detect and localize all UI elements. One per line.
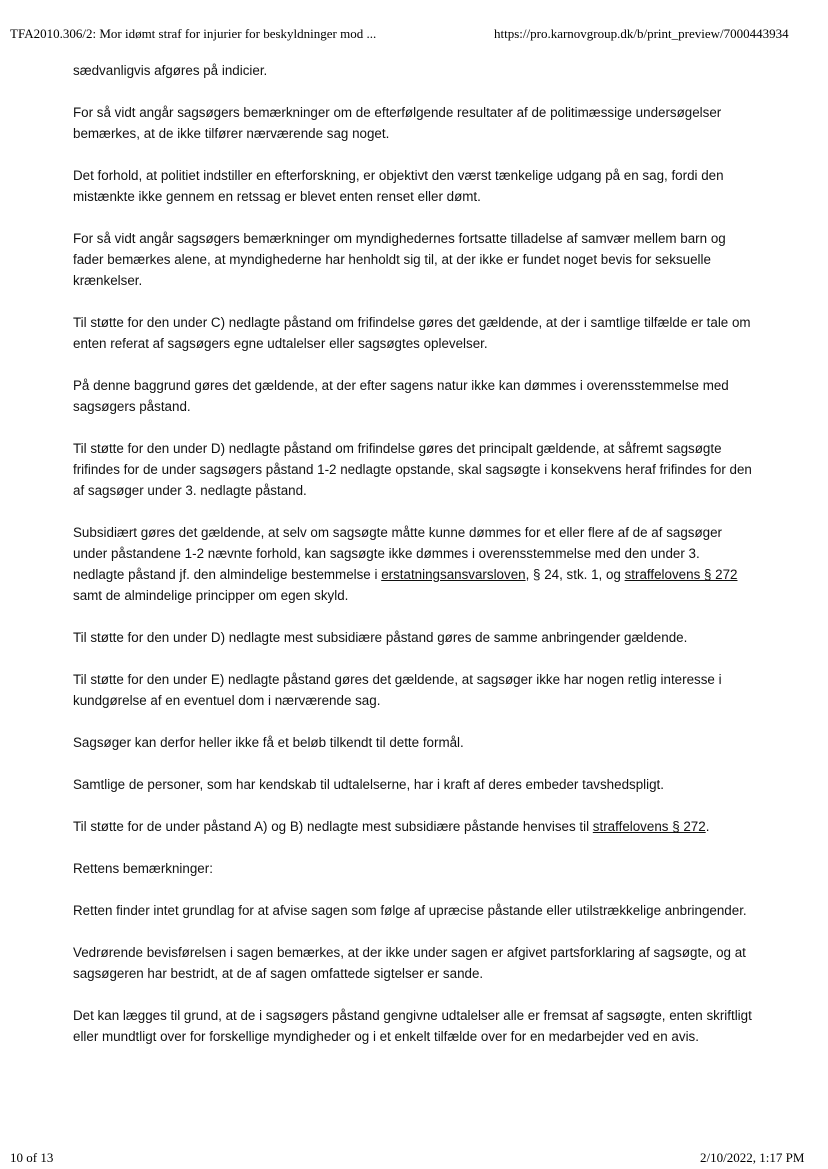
straffelovens-272-link[interactable]: straffelovens § 272 — [592, 819, 706, 834]
section-heading: Rettens bemærkninger: — [73, 861, 213, 876]
print-header — [10, 26, 828, 44]
paragraph-text: Subsidiært gøres det gældende, at selv om sagsøgte måtte kunne dømmes for et eller flere af de af sagsøger under påstandene 1-2 nævnte forhold, kan sagsøgte ikke dømmes i overensstemmelse med den under 3. nedlagte påstand jf. den almindelige bestemmelse i — [73, 525, 723, 582]
print-url: https://pro.karnovgroup.dk/b/print_preview/7000443934 — [494, 26, 789, 41]
paragraph: På denne baggrund gøres det gældende, at der efter sagens natur ikke kan dømmes i overensstemmelse med sagsøgers påstand. — [73, 378, 729, 414]
paragraph: Samtlige de personer, som har kendskab til udtalelserne, har i kraft af deres embeder tavshedspligt. — [73, 777, 664, 792]
paragraph: Retten finder intet grundlag for at afvise sagen som følge af upræcise påstande eller utilstrækkelige anbringender. — [73, 903, 747, 918]
paragraph: Til støtte for den under C) nedlagte påstand om frifindelse gøres det gældende, at der i samtlige tilfælde er tale om enten referat af sagsøgers egne udtalelser eller sagsøgtes oplevelser. — [73, 315, 751, 351]
page-number: 10 of 13 — [10, 1150, 54, 1165]
paragraph-text: samt de almindelige principper om egen skyld. — [73, 588, 349, 603]
paragraph: Det forhold, at politiet indstiller en efterforskning, er objektivt den værst tænkelige udgang på en sag, fordi den mistænkte ikke gennem en retssag er blevet enten renset eller dømt. — [73, 168, 724, 204]
document-title: TFA2010.306/2: Mor idømt straf for injurier for beskyldninger mod ... — [10, 26, 377, 41]
print-footer — [10, 1150, 828, 1168]
paragraph: Vedrørende bevisførelsen i sagen bemærkes, at der ikke under sagen er afgivet partsforklaring af sagsøgte, og at sagsøgeren har bestridt, at de af sagen omfattede sigtelser er sande. — [73, 945, 746, 981]
paragraph-text: Til støtte for de under påstand A) og B) nedlagte mest subsidiære påstande henvises til — [73, 819, 593, 834]
paragraph-text: , § 24, stk. 1, og — [525, 567, 625, 582]
paragraph: For så vidt angår sagsøgers bemærkninger om de efterfølgende resultater af de politimæssige undersøgelser bemærkes, at de ikke tilfører nærværende sag noget. — [73, 105, 722, 141]
print-date: 2/10/2022, 1:17 PM — [700, 1150, 805, 1165]
document-body — [73, 60, 753, 1068]
erstatningsansvarsloven-link[interactable]: erstatningsansvarsloven — [381, 567, 526, 582]
paragraph-text: . — [705, 819, 710, 834]
paragraph: Det kan lægges til grund, at de i sagsøgers påstand gengivne udtalelser alle er fremsat af sagsøgte, enten skriftligt eller mundtligt over for forskellige myndigheder og i et enkelt tilfælde over for en medarbejder ved en avis. — [73, 1008, 752, 1044]
paragraph: For så vidt angår sagsøgers bemærkninger om myndighedernes fortsatte tilladelse af samvær mellem barn og fader bemærkes alene, at myndighederne har henholdt sig til, at der ikke er fundet noget bevis for seksuelle krænkelser. — [73, 231, 726, 288]
paragraph: Til støtte for den under D) nedlagte mest subsidiære påstand gøres de samme anbringender gældende. — [73, 630, 688, 645]
paragraph: Sagsøger kan derfor heller ikke få et beløb tilkendt til dette formål. — [73, 735, 464, 750]
straffelovens-272-link[interactable]: straffelovens § 272 — [624, 567, 738, 582]
paragraph-with-link — [73, 816, 753, 837]
paragraph: sædvanligvis afgøres på indicier. — [73, 63, 268, 78]
paragraph: Til støtte for den under E) nedlagte påstand gøres det gældende, at sagsøger ikke har nogen retlig interesse i kundgørelse af en eventuel dom i nærværende sag. — [73, 672, 722, 708]
paragraph-with-links — [73, 522, 753, 606]
paragraph: Til støtte for den under D) nedlagte påstand om frifindelse gøres det principalt gældende, at såfremt sagsøgte frifindes for de under sagsøgers påstand 1-2 nedlagte opstande, skal sagsøgte i konsekvens heraf frifindes for den af sagsøger under 3. nedlagte påstand. — [73, 441, 752, 498]
